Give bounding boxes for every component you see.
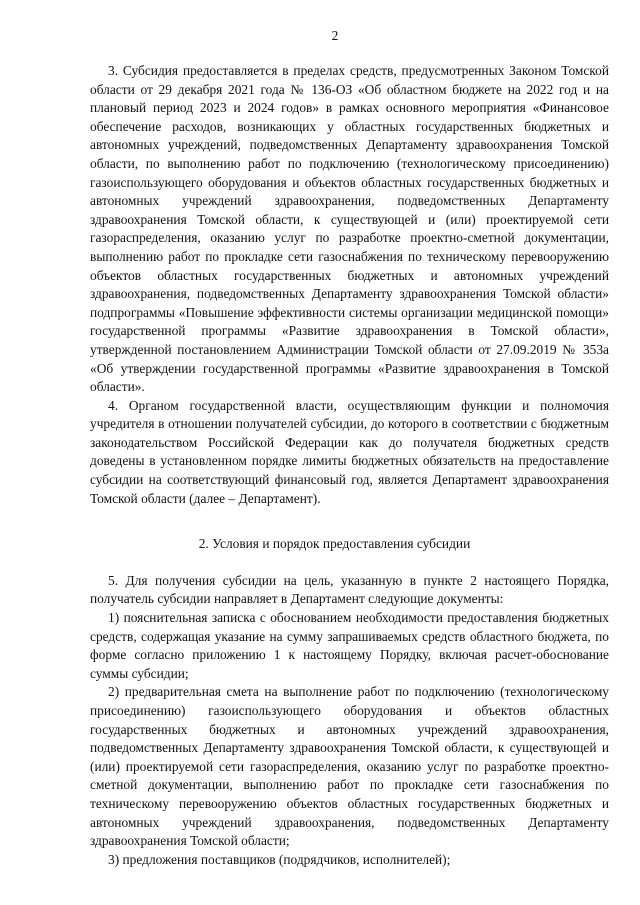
paragraph-4-founder-authority: 4. Органом государственной власти, осуществляющим функции и полномочия учредителя в отношении получателей субсидии, до которого в соответствии с бюджетным законодательством Российской Федерации как до получателя бюджетных средств доведены в установленном порядке лимиты бюджетных обязательств на предоставление субсидии на соответствующий финансовый год, является Департамент здравоохранения Томской области (далее – Департамент).	[90, 397, 609, 506]
list-item-3-supplier-offers: 3) предложения поставщиков (подрядчиков, исполнителей);	[108, 851, 451, 867]
paragraph-3-subsidy-source: 3. Субсидия предоставляется в пределах средств, предусмотренных Законом Томской области от 29 декабря 2021 года № 136-ОЗ «Об областном бюджете на 2022 год и на плановый период 2023 и 2024 годов» в рамках основного мероприятия «Финансовое обеспечение расходов, возникающих у областных государственных бюджетных и автономных учреждений, подведомственных Департаменту здравоохранения Томской области, по выполнению работ по подключению (технологическому присоединению) газоиспользующего оборудования и объектов областных государственных бюджетных и автономных учреждений здравоохранения, подведомственных Департаменту здравоохранения Томской области, к существующей и (или) проектируемой сети газораспределения, оказанию услуг по разработке проектно-сметной документации, выполнению работ по прокладке сети газоснабжения по техническому перевооружению объектов областных государственных бюджетных и автономных учреждений здравоохранения, подведомственных Департаменту здравоохранения Томской области» подпрограммы «Повышение эффективности системы организации медицинской помощи» государственной программы «Развитие здравоохранения в Томской области», утвержденной постановлением Администрации Томской области от 27.09.2019 № 353а «Об утверждении государственной программы «Развитие здравоохранения в Томской области».	[90, 63, 609, 395]
document-body	[90, 62, 609, 869]
list-item-2-preliminary-estimate: 2) предварительная смета на выполнение работ по подключению (технологическому присоединению) газоиспользующего оборудования и объектов областных государственных бюджетных и автономных учреждений здравоохранения, подведомственных Департаменту здравоохранения Томской области, к существующей и (или) проектируемой сети газораспределения, оказанию услуг по разработке проектно-сметной документации, выполнению работ по прокладке сети газоснабжения по техническому перевооружению объектов областных государственных бюджетных и автономных учреждений здравоохранения, подведомственных Департаменту здравоохранения Томской области;	[90, 684, 609, 849]
page-number: 2	[331, 28, 339, 43]
list-item-1-explanatory-note: 1) пояснительная записка с обоснованием необходимости предоставления бюджетных средств, содержащая указание на сумму запрашиваемых средств областного бюджета, по форме согласно приложению 1 к настоящему Порядку, включая расчет-обоснование суммы субсидии;	[90, 610, 609, 681]
section-heading: 2. Условия и порядок предоставления субсидии	[198, 536, 471, 552]
paragraph-5-documents-intro: 5. Для получения субсидии на цель, указанную в пункте 2 настоящего Порядка, получатель субсидии направляет в Департамент следующие документы:	[90, 572, 609, 607]
